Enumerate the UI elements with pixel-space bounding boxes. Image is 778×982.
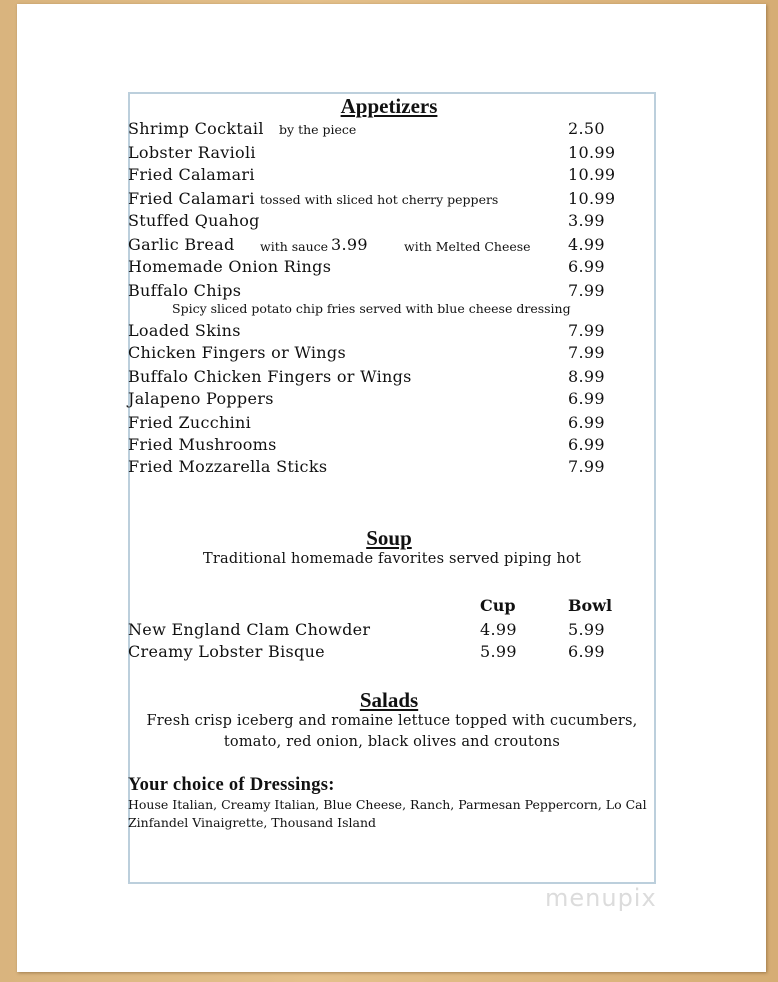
menu-item: Stuffed Quahog [128,211,260,230]
menu-item: Fried Mushrooms [128,435,277,454]
menu-item: Buffalo Chicken Fingers or Wings [128,367,412,386]
menu-item-price: 6.99 [568,435,605,454]
soup-column-bowl: Bowl [568,596,613,615]
menu-item: Fried Zucchini [128,413,252,432]
menu-item: Buffalo Chips [128,281,242,300]
soup-cup-price: 5.99 [480,642,517,661]
menu-item-note: with sauce [260,239,329,254]
dressings-list-line2: Zinfandel Vinaigrette, Thousand Island [128,815,377,830]
menu-item: Fried Calamari [128,165,255,184]
soup-bowl-price: 5.99 [568,620,605,639]
soup-subtitle: Traditional homemade favorites served piping hot [203,551,581,567]
menu-item-price: 7.99 [568,343,605,362]
soup-bowl-price: 6.99 [568,642,605,661]
menu-item: Fried Calamari tossed with sliced hot cherry peppers [128,189,499,208]
menu-item-note: with Melted Cheese [404,239,531,254]
menu-item: Loaded Skins [128,321,241,340]
dressings-list-line1: House Italian, Creamy Italian, Blue Cheese, Ranch, Parmesan Peppercorn, Lo Cal [128,797,647,812]
menupix-watermark: menupix [545,884,657,912]
dressings-title: Your choice of Dressings: [128,775,335,795]
salads-description-line1: Fresh crisp iceberg and romaine lettuce topped with cucumbers, [146,713,638,729]
menu-item-price: 10.99 [568,189,616,208]
menu-item-description: Spicy sliced potato chip fries served with blue cheese dressing [172,301,571,316]
soup-cup-price: 4.99 [480,620,517,639]
soup-heading: Soup [366,526,412,550]
menu-item: Lobster Ravioli [128,143,256,162]
menu-item-price: 4.99 [568,235,605,254]
menu-item: Garlic Bread [128,235,235,254]
menu-item-price: 6.99 [568,257,605,276]
appetizers-heading: Appetizers [340,94,438,118]
menu-item: Homemade Onion Rings [128,257,332,276]
menu-item: Fried Mozzarella Sticks [128,457,328,476]
menu-item-price: 8.99 [568,367,605,386]
menu-item-price: 7.99 [568,457,605,476]
salads-description-line2: tomato, red onion, black olives and croutons [223,734,561,750]
menu-item-price: 3.99 [568,211,605,230]
soup-column-cup: Cup [480,596,516,615]
soup-item: Creamy Lobster Bisque [128,642,325,661]
menu-item-price: 7.99 [568,281,605,300]
menu-item-price: 2.50 [568,119,605,138]
menu-item-price: 10.99 [568,165,616,184]
menu-item-price: 6.99 [568,389,605,408]
salads-heading: Salads [359,688,419,712]
menu-item: Jalapeno Poppers [128,389,274,408]
menu-item-price: 10.99 [568,143,616,162]
menu-item: Shrimp Cocktail by the piece [128,119,357,138]
menu-item-note-price: 3.99 [331,235,368,254]
menu-item-price: 6.99 [568,413,605,432]
menu-item: Chicken Fingers or Wings [128,343,346,362]
soup-item: New England Clam Chowder [128,620,371,639]
menu-item-price: 7.99 [568,321,605,340]
